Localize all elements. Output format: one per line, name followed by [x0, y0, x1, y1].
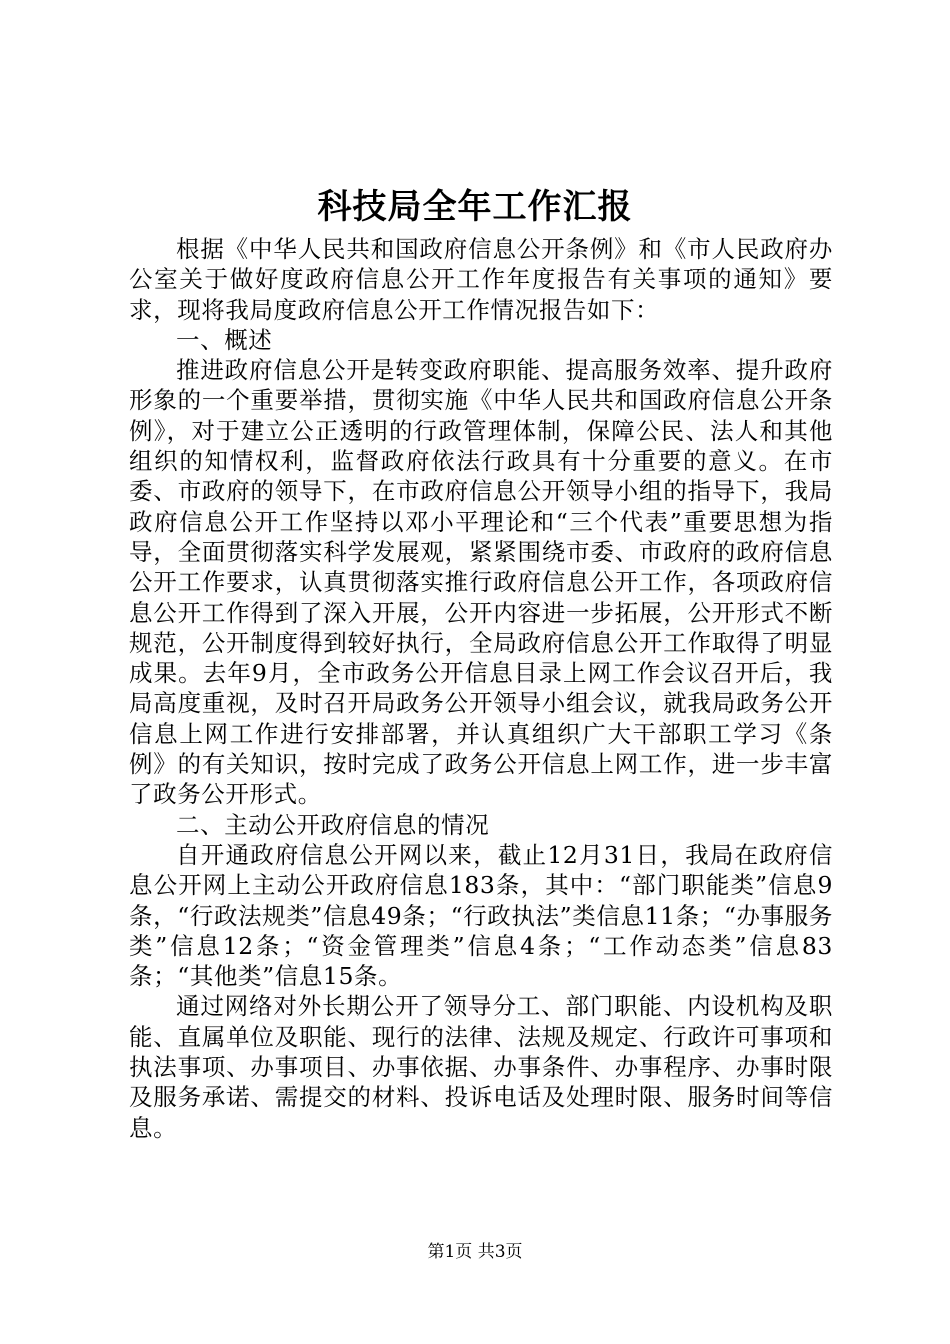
document-title: 科技局全年工作汇报 — [317, 187, 633, 227]
section-heading-disclosure: 二、主动公开政府信息的情况 — [176, 810, 490, 839]
disclosure-items-paragraph: 通过网络对外长期公开了领导分工、部门职能、内设机构及职能、直属单位及职能、现行的法律、法规及规定、行政许可事项和执法事项、办事项目、办事依据、办事条件、办事程序、办事时限及服务承诺、需提交的材料、投诉电话及处理时限、服务时间等信息。 — [129, 992, 833, 1142]
intro-paragraph: 根据《中华人民共和国政府信息公开条例》和《市人民政府办公室关于做好度政府信息公开工作年度报告有关事项的通知》要求，现将我局度政府信息公开工作情况报告如下： — [129, 235, 833, 324]
disclosure-statistics-paragraph: 自开通政府信息公开网以来，截止12月31日，我局在政府信息公开网上主动公开政府信息183条，其中：“部门职能类”信息9条，“行政法规类”信息49条；“行政执法”类信息11条；“办事服务类”信息12条；“资金管理类”信息4条；“工作动态类”信息83条；“其他类”信息15条。 — [129, 840, 833, 991]
document-body — [129, 234, 833, 1143]
page-number: 第1页 共3页 — [427, 1242, 523, 1262]
overview-paragraph: 推进政府信息公开是转变政府职能、提高服务效率、提升政府形象的一个重要举措，贯彻实施《中华人民共和国政府信息公开条例》，对于建立公正透明的行政管理体制，保障公民、法人和其他组织的知情权利，监督政府依法行政具有十分重要的意义。在市委、市政府的领导下，在市政府信息公开领导小组的指导下，我局政府信息公开工作坚持以邓小平理论和“三个代表”重要思想为指导，全面贯彻落实科学发展观，紧紧围绕市委、市政府的政府信息公开工作要求，认真贯彻落实推行政府信息公开工作，各项政府信息公开工作得到了深入开展，公开内容进一步拓展，公开形式不断规范，公开制度得到较好执行，全局政府信息公开工作取得了明显成果。去年9月，全市政务公开信息目录上网工作会议召开后，我局高度重视，及时召开局政务公开领导小组会议，就我局政务公开信息上网工作进行安排部署，并认真组织广大干部职工学习《条例》的有关知识，按时完成了政务公开信息上网工作，进一步丰富了政务公开形式。 — [129, 356, 833, 809]
section-heading-overview: 一、概述 — [176, 325, 273, 354]
